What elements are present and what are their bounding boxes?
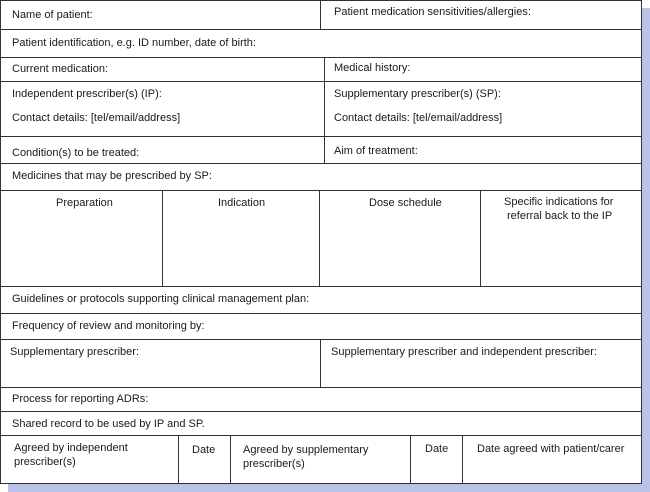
medicines-heading: Medicines that may be prescribed by SP:: [12, 170, 212, 182]
col-referral-line1: Specific indications for: [504, 196, 614, 208]
review-sp-ip-label: Supplementary prescriber and independent prescriber:: [331, 346, 597, 358]
column-divider: [230, 435, 231, 483]
column-divider: [410, 435, 411, 483]
column-divider: [462, 435, 463, 483]
row-divider: [1, 29, 641, 30]
row-divider: [1, 190, 641, 191]
row-divider: [1, 339, 641, 340]
supplementary-prescriber-label: Supplementary prescriber(s) (SP):: [334, 88, 501, 100]
process-adrs-label: Process for reporting ADRs:: [12, 393, 149, 405]
row-divider: [1, 163, 641, 164]
column-divider: [480, 190, 481, 286]
current-medication-label: Current medication:: [12, 63, 108, 75]
agreed-ip-line1: Agreed by independent: [14, 442, 128, 454]
row-divider: [1, 387, 641, 388]
shared-record-label: Shared record to be used by IP and SP.: [12, 418, 205, 430]
contact-details-sp-label: Contact details: [tel/email/address]: [334, 112, 503, 124]
row-divider: [1, 57, 641, 58]
patient-id-label: Patient identification, e.g. ID number, date of birth:: [12, 37, 256, 49]
name-of-patient-label: Name of patient:: [12, 9, 93, 21]
conditions-label: Condition(s) to be treated:: [12, 147, 140, 159]
column-divider: [320, 339, 321, 387]
col-indication: Indication: [218, 197, 266, 209]
agreed-sp-line1: Agreed by supplementary: [243, 444, 369, 456]
guidelines-label: Guidelines or protocols supporting clinical management plan:: [12, 293, 310, 305]
column-divider: [324, 57, 325, 81]
date-1-label: Date: [192, 444, 216, 456]
row-divider: [1, 286, 641, 287]
review-sp-label: Supplementary prescriber:: [10, 346, 140, 358]
agreed-sp-line2: prescriber(s): [243, 458, 305, 470]
medical-history-label: Medical history:: [334, 62, 411, 74]
date-2-label: Date: [425, 443, 449, 455]
date-agreed-patient-label: Date agreed with patient/carer: [477, 443, 625, 455]
row-divider: [1, 81, 641, 82]
column-divider: [319, 190, 320, 286]
column-divider: [324, 81, 325, 136]
sensitivities-label: Patient medication sensitivities/allergies:: [334, 6, 531, 18]
row-divider: [1, 136, 641, 137]
row-divider: [1, 313, 641, 314]
contact-details-ip-label: Contact details: [tel/email/address]: [12, 112, 181, 124]
row-divider: [1, 435, 641, 436]
frequency-label: Frequency of review and monitoring by:: [12, 320, 205, 332]
agreed-ip-line2: prescriber(s): [14, 456, 76, 468]
column-divider: [320, 1, 321, 29]
aim-of-treatment-label: Aim of treatment:: [334, 145, 418, 157]
independent-prescriber-label: Independent prescriber(s) (IP):: [12, 88, 162, 100]
column-divider: [324, 136, 325, 163]
row-divider: [1, 411, 641, 412]
column-divider: [178, 435, 179, 483]
col-preparation: Preparation: [56, 197, 113, 209]
col-referral-line2: referral back to the IP: [507, 210, 613, 222]
col-dose-schedule: Dose schedule: [369, 197, 442, 209]
column-divider: [162, 190, 163, 286]
